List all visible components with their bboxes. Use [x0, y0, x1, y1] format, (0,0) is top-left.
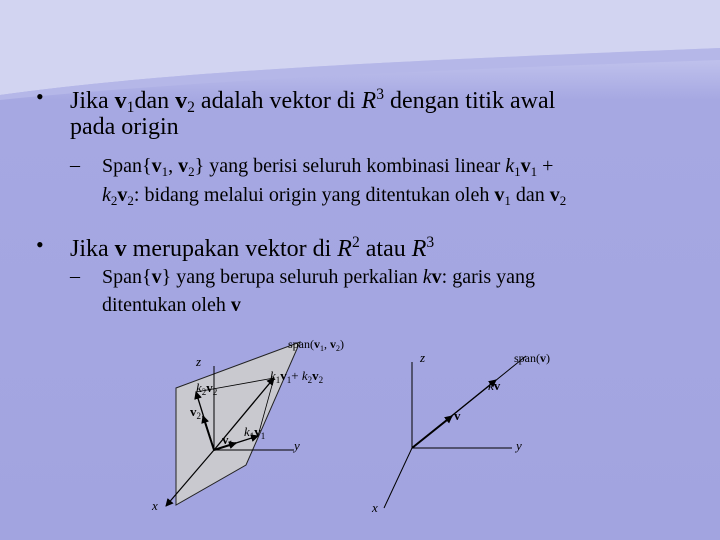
- sum-label: $k_1v_1+ k_2v_2$: [270, 368, 324, 385]
- bullet-2-symbol: •: [36, 232, 44, 257]
- span-plane: [176, 342, 300, 505]
- left-z-label: z: [196, 354, 202, 369]
- left-span-label: $span(v_1$, $v_2$): [288, 337, 344, 353]
- bullet-1-line-1: Jika $v_1dan$ $v_2$ adalah vektor di $R^3$ dengan titik awal: [70, 86, 556, 116]
- left-x-label: x: [152, 498, 158, 513]
- bullet-1-symbol: •: [36, 84, 44, 109]
- kv-label: kv: [488, 378, 501, 393]
- bullet-2-sub-line-1: Span{v} yang berupa seluruh perkalian kv: garis yang: [102, 266, 535, 288]
- bullet-2-sub-dash: –: [70, 265, 80, 287]
- left-y-label: y: [294, 438, 300, 453]
- bullet-2-sub-line-2: ditentukan oleh v: [102, 294, 241, 316]
- bullet-2-line-1: Jika v merupakan vektor di $R^2$ atau $R^3$: [70, 234, 435, 262]
- bullet-1-sub-line-1: $Span\{v_1$, $v_2$} yang berisi seluruh kombinasi linear $k_1v_1$ +: [102, 155, 554, 179]
- v-label: v: [454, 408, 461, 423]
- right-x-label: x: [372, 500, 378, 515]
- right-x-axis: [384, 448, 412, 508]
- bullet-1-line-2: pada origin: [70, 114, 179, 140]
- k2v2-label: $k_2v_2$: [196, 380, 218, 397]
- v-vector: [412, 416, 452, 448]
- v1-label: $v_1$: [222, 432, 233, 449]
- bullet-1-sub-dash: –: [70, 154, 80, 176]
- k1v1-label: $k_1v_1$: [244, 424, 266, 441]
- right-y-label: y: [516, 438, 522, 453]
- bullet-1-sub-line-2: $k_2v_2$: bidang melalui origin yang ditentukan oleh $v_1$ dan $v_2$: [102, 184, 567, 208]
- v2-label: $v_2$: [190, 404, 201, 421]
- right-z-label: z: [420, 350, 426, 365]
- right-span-label: span(v): [514, 351, 550, 365]
